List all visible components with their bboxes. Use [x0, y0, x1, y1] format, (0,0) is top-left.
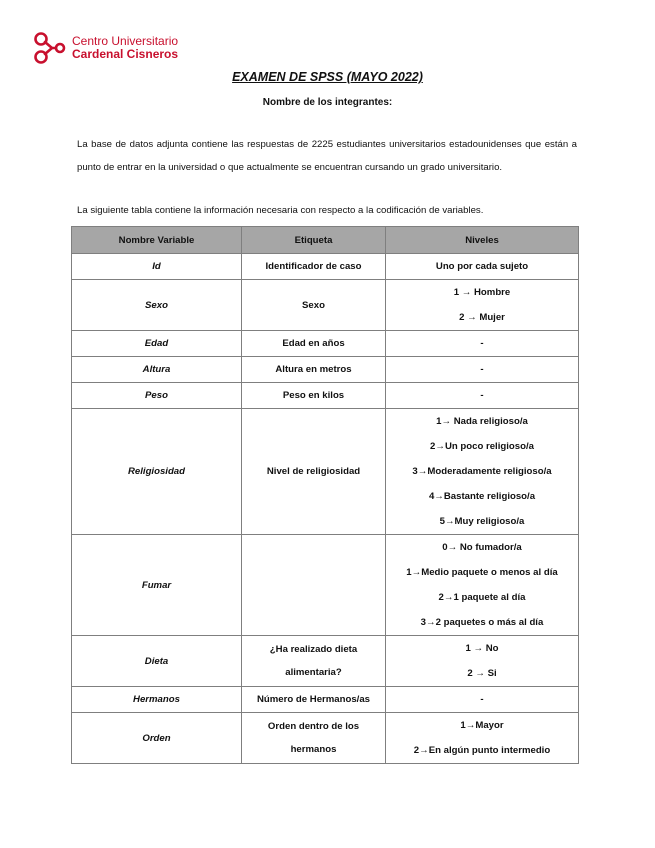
level-item: - — [480, 390, 484, 401]
variable-name: Edad — [72, 331, 242, 357]
variable-levels — [386, 383, 579, 409]
table-row — [72, 409, 579, 535]
variable-levels — [386, 535, 579, 636]
variable-levels — [386, 280, 579, 331]
intro-paragraph: La base de datos adjunta contiene las respuestas de 2225 estudiantes universitarios estadounidenses que están a punto de entrar en la universidad o que actualmente se encuentran cursando un grado universitario. — [77, 139, 577, 173]
logo-line-2: Cardenal Cisneros — [72, 47, 179, 61]
variable-levels — [386, 713, 579, 764]
institution-logo — [32, 30, 178, 66]
table-row — [72, 636, 579, 687]
variable-label: Peso en kilos — [242, 383, 386, 409]
variable-label: Edad en años — [242, 331, 386, 357]
variable-levels — [386, 409, 579, 535]
level-item: 2→En algún punto intermedio — [413, 745, 551, 756]
table-row — [72, 713, 579, 764]
level-item: - — [480, 694, 484, 705]
variable-levels — [386, 357, 579, 383]
level-item: Uno por cada sujeto — [435, 261, 529, 272]
level-item: 2 → Si — [467, 668, 497, 679]
variable-levels — [386, 636, 579, 687]
level-item: 1→Mayor — [460, 720, 504, 731]
level-item: 2→1 paquete al día — [438, 592, 526, 603]
level-item: 3→2 paquetes o más al día — [420, 617, 544, 628]
variable-name: Hermanos — [72, 687, 242, 713]
members-name-label: Nombre de los integrantes: — [262, 97, 393, 108]
table-row — [72, 331, 579, 357]
variable-label: Sexo — [242, 280, 386, 331]
variable-label: Nivel de religiosidad — [242, 409, 386, 535]
variable-label: Orden dentro de los hermanos — [242, 713, 386, 764]
variable-label: ¿Ha realizado dieta alimentaria? — [242, 636, 386, 687]
variable-name: Id — [72, 254, 242, 280]
variables-table — [71, 226, 579, 764]
column-header-label: Etiqueta — [242, 227, 386, 254]
level-item: 0→ No fumador/a — [442, 542, 522, 553]
variable-name: Altura — [72, 357, 242, 383]
document-title: EXAMEN DE SPSS (MAYO 2022) — [232, 70, 423, 84]
variable-name: Dieta — [72, 636, 242, 687]
table-intro-paragraph: La siguiente tabla contiene la información necesaria con respecto a la codificación de variables. — [77, 205, 484, 216]
level-item: 2 → Mujer — [459, 312, 505, 323]
variable-label: Altura en metros — [242, 357, 386, 383]
variable-name: Orden — [72, 713, 242, 764]
level-item: 5→Muy religioso/a — [439, 516, 525, 527]
table-header-row — [72, 227, 579, 254]
variable-name: Peso — [72, 383, 242, 409]
level-item: - — [480, 364, 484, 375]
variable-label: Identificador de caso — [242, 254, 386, 280]
level-item: 1→Medio paquete o menos al día — [406, 567, 558, 578]
column-header-levels: Niveles — [386, 227, 579, 254]
column-header-name: Nombre Variable — [72, 227, 242, 254]
variable-label: Número de Hermanos/as — [242, 687, 386, 713]
table-row — [72, 687, 579, 713]
table-row — [72, 357, 579, 383]
level-item: 1 → No — [465, 643, 499, 654]
level-item: 1 → Hombre — [453, 287, 511, 298]
variable-label — [242, 535, 386, 636]
variable-name: Fumar — [72, 535, 242, 636]
level-item: 3→Moderadamente religioso/a — [412, 466, 552, 477]
variable-levels — [386, 254, 579, 280]
level-item: - — [480, 338, 484, 349]
molecule-logo-icon — [32, 30, 68, 66]
level-item: 2→Un poco religioso/a — [430, 441, 534, 452]
level-item: 4→Bastante religioso/a — [428, 491, 536, 502]
variable-name: Sexo — [72, 280, 242, 331]
table-row — [72, 383, 579, 409]
level-item: 1→ Nada religioso/a — [436, 416, 528, 427]
table-row — [72, 254, 579, 280]
variable-name: Religiosidad — [72, 409, 242, 535]
variable-levels — [386, 331, 579, 357]
table-row — [72, 280, 579, 331]
logo-line-1: Centro Universitario — [72, 34, 179, 48]
table-row — [72, 535, 579, 636]
variable-levels — [386, 687, 579, 713]
